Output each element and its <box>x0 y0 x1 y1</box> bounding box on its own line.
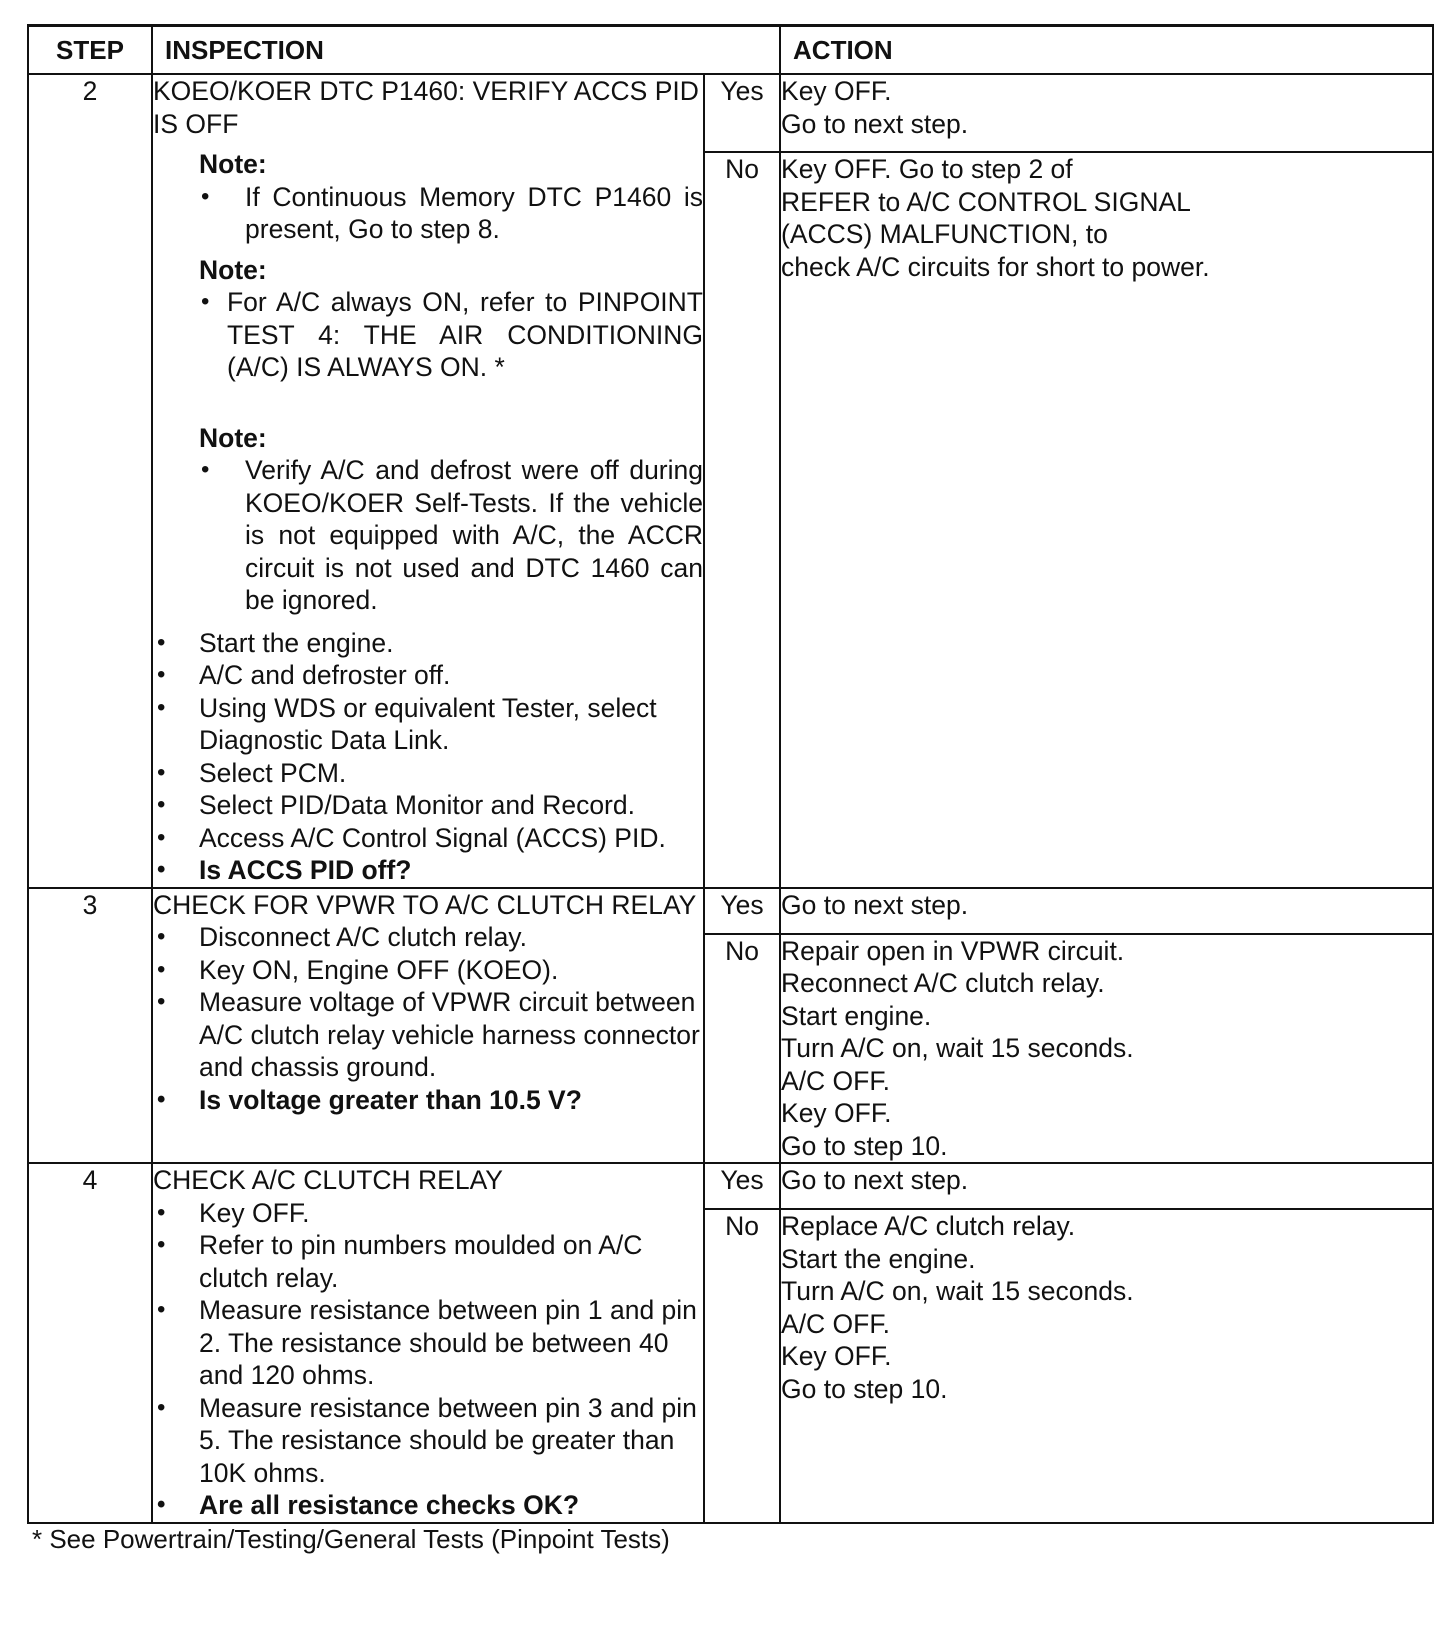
note-label: Note: <box>199 254 267 285</box>
yes-action <box>780 1163 1433 1209</box>
list-item: • Start the engine. <box>153 627 703 660</box>
step-title: CHECK FOR VPWR TO A/C CLUTCH RELAY <box>153 889 697 920</box>
yes-label: Yes <box>704 1163 780 1209</box>
list-item: • Measure resistance between pin 3 and pin 5. The resistance should be greater than 10K ohms. <box>153 1392 703 1490</box>
action-line: Key OFF. Go to step 2 of <box>781 154 1073 184</box>
no-label: No <box>704 152 780 888</box>
yes-action <box>780 888 1433 934</box>
note-item: • Verify A/C and defrost were off during KOEO/KOER Self-Tests. If the vehicle is not equipped with A/C, the ACCR circuit is not used and DTC 1460 can be ignored. <box>199 454 703 617</box>
step-2-yes-row <box>28 74 1433 152</box>
question-item: • Is voltage greater than 10.5 V? <box>153 1084 703 1117</box>
no-action <box>780 1209 1433 1523</box>
yes-action <box>780 74 1433 152</box>
action-line: Go to next step. <box>781 108 969 139</box>
action-line: check A/C circuits for short to power. <box>781 251 1210 282</box>
action-line: A/C OFF. <box>781 1308 890 1339</box>
step-title: KOEO/KOER DTC P1460: VERIFY ACCS PID IS OFF <box>153 76 699 139</box>
list-item: • Refer to pin numbers moulded on A/C clutch relay. <box>153 1229 703 1294</box>
note-block <box>199 148 703 246</box>
no-action <box>780 934 1433 1164</box>
diagnostic-table <box>27 24 1434 1524</box>
no-action <box>780 152 1433 888</box>
list-item: • Disconnect A/C clutch relay. <box>153 921 703 954</box>
action-line: Go to step 10. <box>781 1130 948 1161</box>
step-4-yes-row <box>28 1163 1433 1209</box>
inspection-column-header: INSPECTION <box>152 26 780 75</box>
action-line: Start the engine. <box>781 1243 976 1274</box>
step-3-inspection <box>152 888 704 1164</box>
action-line: Turn A/C on, wait 15 seconds. <box>781 1276 1134 1306</box>
note-label: Note: <box>199 422 267 453</box>
list-item: • Select PID/Data Monitor and Record. <box>153 789 703 822</box>
action-line: Repair open in VPWR circuit. <box>781 935 1125 966</box>
action-line: Reconnect A/C clutch relay. <box>781 968 1105 998</box>
step-4-inspection <box>152 1163 704 1523</box>
action-line: (ACCS) MALFUNCTION, to <box>781 219 1108 249</box>
action-line: Key OFF. <box>781 1341 892 1371</box>
list-item: • Access A/C Control Signal (ACCS) PID. <box>153 822 703 855</box>
procedure-list <box>153 1197 703 1522</box>
note-label: Note: <box>199 149 267 179</box>
step-number: 2 <box>28 74 152 888</box>
procedure-list <box>153 627 703 887</box>
list-item: • Measure voltage of VPWR circuit between A/C clutch relay vehicle harness connector and chassis ground. <box>153 986 703 1084</box>
action-line: Key OFF. <box>781 76 892 106</box>
no-label: No <box>704 1209 780 1523</box>
step-title: CHECK A/C CLUTCH RELAY <box>153 1165 503 1195</box>
action-line: Start engine. <box>781 1000 932 1031</box>
yes-label: Yes <box>704 74 780 152</box>
action-line: Go to step 10. <box>781 1373 948 1404</box>
list-item: • Key OFF. <box>153 1197 703 1230</box>
step-3-yes-row <box>28 888 1433 934</box>
list-item: • A/C and defroster off. <box>153 659 703 692</box>
no-label: No <box>704 934 780 1164</box>
action-line: Turn A/C on, wait 15 seconds. <box>781 1033 1134 1063</box>
list-item: • Select PCM. <box>153 757 703 790</box>
list-item: • Using WDS or equivalent Tester, select Diagnostic Data Link. <box>153 692 703 757</box>
step-number: 4 <box>28 1163 152 1523</box>
action-line: Replace A/C clutch relay. <box>781 1211 1076 1241</box>
note-block <box>199 254 703 384</box>
list-item: • Measure resistance between pin 1 and pin 2. The resistance should be between 40 and 120 ohms. <box>153 1294 703 1392</box>
action-line: Key OFF. <box>781 1098 892 1128</box>
note-item: • If Continuous Memory DTC P1460 is present, Go to step 8. <box>199 181 703 246</box>
action-line: A/C OFF. <box>781 1065 890 1096</box>
procedure-list <box>153 921 703 1116</box>
step-2-inspection <box>152 74 704 888</box>
action-line: REFER to A/C CONTROL SIGNAL <box>781 186 1191 217</box>
action-line: Go to next step. <box>781 1165 969 1195</box>
question-item: • Is ACCS PID off? <box>153 854 703 887</box>
action-line: Go to next step. <box>781 889 969 920</box>
step-number: 3 <box>28 888 152 1164</box>
note-item: • For A/C always ON, refer to PINPOINT TEST 4: THE AIR CONDITIONING (A/C) IS ALWAYS ON. * <box>199 286 703 384</box>
list-item: • Key ON, Engine OFF (KOEO). <box>153 954 703 987</box>
question-item: • Are all resistance checks OK? <box>153 1489 703 1522</box>
step-column-header: STEP <box>28 26 152 75</box>
yes-label: Yes <box>704 888 780 934</box>
header-row <box>28 26 1433 75</box>
action-column-header: ACTION <box>780 26 1433 75</box>
note-block <box>199 422 703 617</box>
footnote: * See Powertrain/Testing/General Tests (Pinpoint Tests) <box>32 1524 670 1554</box>
